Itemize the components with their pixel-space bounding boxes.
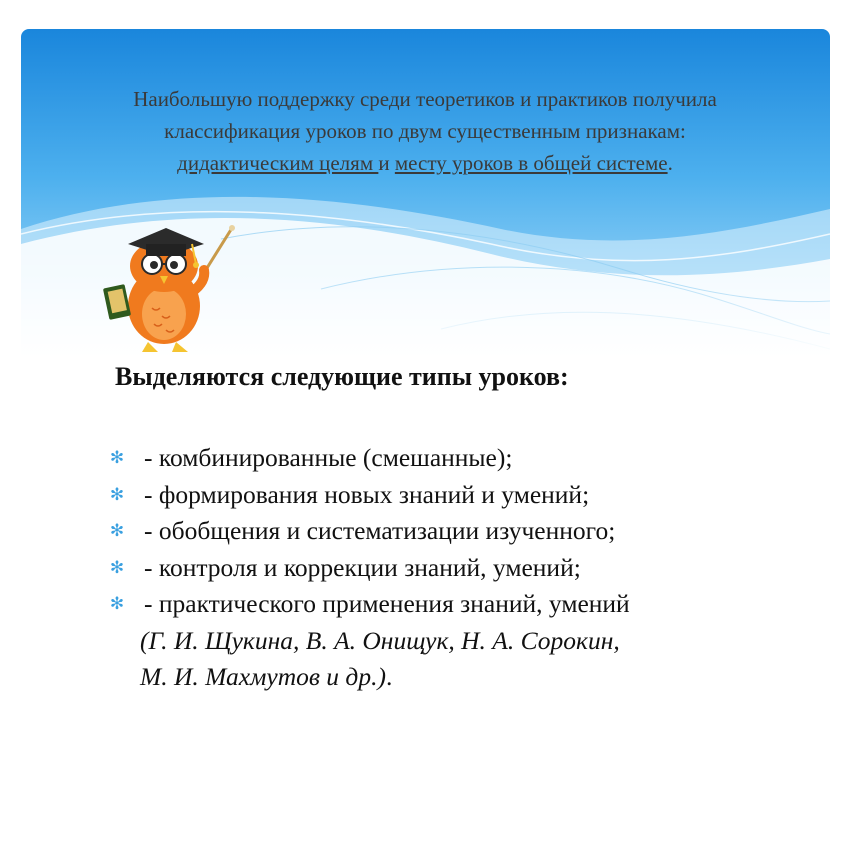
asterisk-bullet-icon: ✻ [109, 557, 125, 578]
intro-line-2: классификация уроков по двум существенным признакам: [164, 119, 686, 143]
list-item [108, 550, 808, 587]
intro-period: . [667, 151, 673, 175]
intro-line-1: Наибольшую поддержку среди теоретиков и практиков получила [133, 87, 717, 111]
conjunction: и [378, 151, 390, 175]
citation-authors-end: М. И. Махмутов и др.) [140, 662, 386, 691]
asterisk-bullet-icon: ✻ [109, 594, 125, 614]
lesson-types-heading: Выделяются следующие типы уроков: [115, 362, 569, 391]
list-item [108, 440, 808, 477]
citation-period: . [385, 662, 393, 691]
list-item [108, 513, 808, 550]
asterisk-bullet-icon: ✻ [109, 484, 125, 505]
list-item [108, 586, 808, 696]
list-item-text: - комбинированные (смешанные); [144, 443, 513, 472]
intro-paragraph [60, 83, 790, 179]
list-item-text: - обобщения и систематизации изученного; [144, 516, 616, 545]
asterisk-bullet-icon: ✻ [109, 448, 125, 468]
owl-teacher-illustration [92, 218, 242, 358]
list-item-text: - формирования новых знаний и умений; [144, 479, 590, 509]
asterisk-bullet-icon: ✻ [109, 521, 125, 541]
lesson-place-link[interactable]: месту уроков в общей системе [394, 151, 668, 175]
intro-line-3 [60, 147, 790, 179]
lesson-types-list [108, 440, 808, 696]
citation-line-2 [140, 659, 808, 696]
list-item [108, 477, 808, 514]
didactic-goals-link[interactable]: дидактическим целям [177, 151, 379, 175]
list-item-text: - контроля и коррекции знаний, умений; [144, 552, 581, 582]
citation-line-1: (Г. И. Щукина, В. А. Онищук, Н. А. Сорокин, [140, 625, 620, 655]
list-item-text: - практического применения знаний, умений [144, 589, 630, 618]
